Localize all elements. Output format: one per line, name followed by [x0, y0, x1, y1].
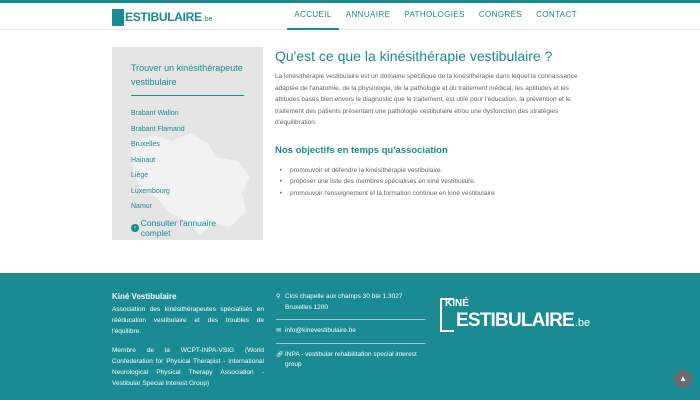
caret-right-icon: ▸ — [280, 189, 283, 196]
region-list — [131, 106, 244, 215]
logo-mark — [112, 9, 124, 26]
region-link-hainaut[interactable]: Hainaut — [131, 156, 156, 164]
chevron-up-icon: ▲ — [679, 374, 687, 383]
objectives-title: Nos objectifs en temps qu'association — [275, 144, 448, 156]
nav-accueil[interactable]: ACCUEIL — [287, 3, 338, 30]
nav-contact[interactable]: CONTACT — [536, 10, 577, 19]
list-item — [280, 188, 595, 200]
email-link[interactable]: info@kinevestibulaire.be — [285, 327, 356, 334]
footer-logo-text: ESTIBULAIRE — [456, 310, 574, 331]
address-line-2: Bruxelles 1200 — [285, 303, 328, 311]
address-line-1: Clos chapelle aux champs 30 bte 1.3027 — [285, 293, 403, 300]
footer-about-text: Association des kinésithérapeutes spécialisés en rééducation vestibulaire et des troubles de l'équilibre. — [112, 306, 264, 336]
intro-paragraph: La kinésithérapie vestibulaire est un domaine spécifique de la kinésithérapie dans lequel la connaissance adaptée de l'anatomie, de la physiologie, de la pathologie et du traitement médical, les aptitudes et les attitudes basés bien envers le diagnostic que le traitement, est utile pour l'éducation, la prévention et le traitement des patients présentant une pathologie vestibulaire et/ou une dysfonction des stratégies d'équilibration. — [275, 73, 578, 126]
objective-text: promouvoir l'enseignement et la formation continue en kiné vestibulaire — [290, 189, 495, 197]
objectives-list — [275, 165, 595, 200]
envelope-icon: ✉ — [276, 328, 282, 334]
footer-logo-tld: .be — [574, 317, 591, 329]
region-link-liege[interactable]: Liège — [131, 172, 149, 179]
link-icon: 🔗︎ — [276, 351, 284, 358]
nav-annuaire[interactable]: ANNUAIRE — [345, 10, 391, 19]
region-link-bruxelles[interactable]: Bruxelles — [131, 141, 160, 148]
scroll-to-top-button[interactable] — [674, 370, 692, 388]
region-link-luxembourg[interactable]: Luxembourg — [131, 187, 170, 195]
footer-about — [112, 292, 264, 389]
footer-logo — [440, 296, 590, 332]
page-title: Qu'est ce que la kinésithérapie vestibulaire ? — [275, 48, 553, 64]
chevron-circle-right-icon: › — [131, 224, 139, 232]
objective-text: proposer une liste des membres spécialisés en kiné vestibulaire. — [290, 178, 476, 185]
objective-text: promouvoir et défendre la kinésithérapie vestibulaire. — [290, 166, 443, 174]
footer-contact — [276, 292, 426, 383]
main-nav — [287, 3, 584, 30]
main-content — [275, 47, 595, 199]
footer-logo-kine: KINÉ — [445, 298, 469, 309]
consult-directory-label: Consulter l'annuaire complet — [140, 217, 217, 238]
caret-right-icon: ▸ — [280, 178, 283, 184]
inpa-link[interactable]: INPA - vestibular rehabilitation special interest group — [285, 350, 417, 368]
footer-logo-mark — [440, 298, 469, 332]
nav-congres[interactable]: CONGRÈS — [478, 10, 523, 19]
nav-pathologies[interactable]: PATHOLOGIES — [404, 10, 465, 19]
footer-address — [276, 292, 426, 320]
site-header — [0, 3, 700, 30]
list-item — [280, 176, 595, 188]
footer-email[interactable] — [276, 326, 426, 344]
region-link-brabant-wallon[interactable]: Brabant Wallon — [131, 110, 179, 117]
list-item — [280, 165, 595, 177]
caret-right-icon: ▸ — [280, 166, 283, 173]
region-link-brabant-flamand[interactable]: Brabant Flamand — [131, 125, 185, 133]
directory-title: Trouver un kinésithérapeute vestibulaire — [131, 61, 244, 96]
logo-tld: .be — [202, 16, 213, 23]
site-footer — [0, 273, 700, 400]
map-marker-icon: ⚲ — [276, 294, 281, 300]
footer-link[interactable] — [276, 350, 426, 377]
region-link-namur[interactable]: Namur — [131, 203, 153, 210]
directory-card — [112, 47, 263, 240]
site-logo[interactable] — [112, 7, 212, 27]
logo-text: ESTIBULAIRE — [125, 10, 202, 24]
footer-member-text: Membre de la WCPT-INPA-VSIG (World Confederation for Physical Therapist - International Neurological Physical Therapy Association -Vestibular Special Interest Group) — [112, 346, 264, 388]
footer-title: Kiné Vestibulaire — [112, 292, 177, 301]
consult-directory-link[interactable] — [131, 218, 244, 238]
